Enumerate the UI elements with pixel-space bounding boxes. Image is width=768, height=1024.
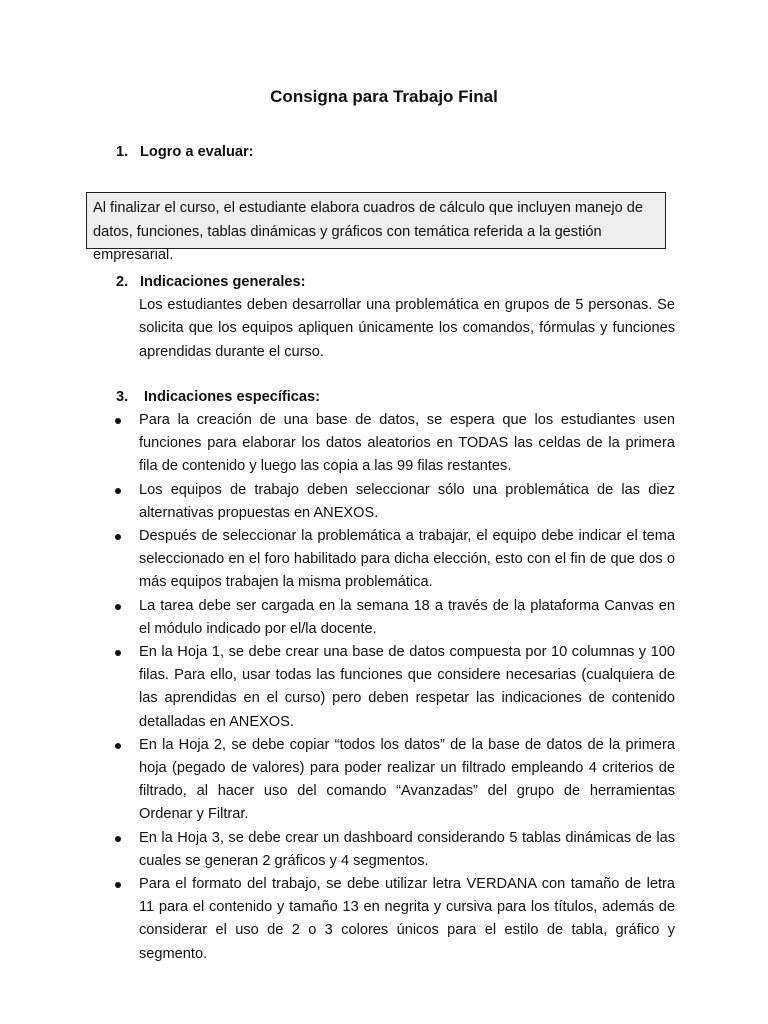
section-3-title: Indicaciones específicas: bbox=[144, 389, 321, 405]
bullet-icon bbox=[115, 650, 121, 656]
bullet-icon bbox=[115, 743, 121, 749]
list-item-text: La tarea debe ser cargada en la semana 18 a través de la plataforma Canvas en el módulo indicado por el/la docente. bbox=[139, 597, 675, 637]
bullet-icon bbox=[115, 836, 121, 842]
list-item-text: Para el formato del trabajo, se debe utilizar letra VERDANA con tamaño de letra 11 para el contenido y tamaño 13 en negrita y cursiva para los títulos, además de considerar el uso de 2 o 3 colores únicos para el estilo de tabla, gráfico y segmento. bbox=[139, 876, 675, 962]
section-1-number: 1. bbox=[116, 144, 129, 160]
bullet-icon bbox=[115, 882, 121, 888]
bullet-icon bbox=[115, 604, 121, 610]
section-3-heading bbox=[116, 389, 320, 405]
list-item bbox=[0, 525, 675, 595]
section-3-number: 3. bbox=[116, 389, 129, 405]
list-item-text: En la Hoja 1, se debe crear una base de datos compuesta por 10 columnas y 100 filas. Para ello, usar todas las funciones que considere necesarias (cualquiera de las aprendidas en el curso) pero deben respetar las indicaciones de contenido detalladas en ANEXOS. bbox=[139, 644, 675, 730]
bullet-icon bbox=[115, 418, 121, 424]
list-item bbox=[0, 641, 675, 734]
document-title: Consigna para Trabajo Final bbox=[270, 87, 498, 106]
section-1-title: Logro a evaluar: bbox=[140, 144, 254, 160]
list-item bbox=[0, 827, 675, 873]
list-item-text: Los equipos de trabajo deben seleccionar sólo una problemática de las diez alternativas propuestas en ANEXOS. bbox=[139, 481, 675, 521]
general-instructions-paragraph: Los estudiantes deben desarrollar una problemática en grupos de 5 personas. Se solicita que los equipos apliquen únicamente los comandos, fórmulas y funciones aprendidas durante el curso. bbox=[139, 297, 675, 360]
specific-instructions-list bbox=[0, 409, 768, 966]
list-item bbox=[0, 595, 675, 641]
section-2-number: 2. bbox=[116, 274, 129, 290]
bullet-icon bbox=[115, 488, 121, 494]
list-item bbox=[0, 409, 675, 479]
achievement-box: Al finalizar el curso, el estudiante elabora cuadros de cálculo que incluyen manejo de datos, funciones, tablas dinámicas y gráficos con temática referida a la gestión empresarial. bbox=[86, 192, 666, 249]
list-item-text: Después de seleccionar la problemática a trabajar, el equipo debe indicar el tema seleccionado en el foro habilitado para dicha elección, esto con el fin de que dos o más equipos trabajen la misma problemática. bbox=[139, 528, 675, 591]
section-2-title: Indicaciones generales: bbox=[140, 274, 306, 290]
list-item bbox=[0, 873, 675, 966]
section-2-heading bbox=[116, 274, 305, 290]
list-item-text: Para la creación de una base de datos, se espera que los estudiantes usen funciones para elaborar los datos aleatorios en TODAS las celdas de la primera fila de contenido y luego las copia a las 99 filas restantes. bbox=[139, 412, 675, 475]
list-item-text: En la Hoja 3, se debe crear un dashboard considerando 5 tablas dinámicas de las cuales se generan 2 gráficos y 4 segmentos. bbox=[139, 829, 675, 869]
list-item bbox=[0, 734, 675, 827]
section-1-heading bbox=[116, 144, 254, 160]
list-item bbox=[0, 479, 675, 525]
bullet-icon bbox=[115, 534, 121, 540]
list-item-text: En la Hoja 2, se debe copiar “todos los datos” de la base de datos de la primera hoja (pegado de valores) para poder realizar un filtrado empleando 4 criterios de filtrado, al hacer uso del comando “Avanzadas” del grupo de herramientas Ordenar y Filtrar. bbox=[139, 736, 675, 823]
